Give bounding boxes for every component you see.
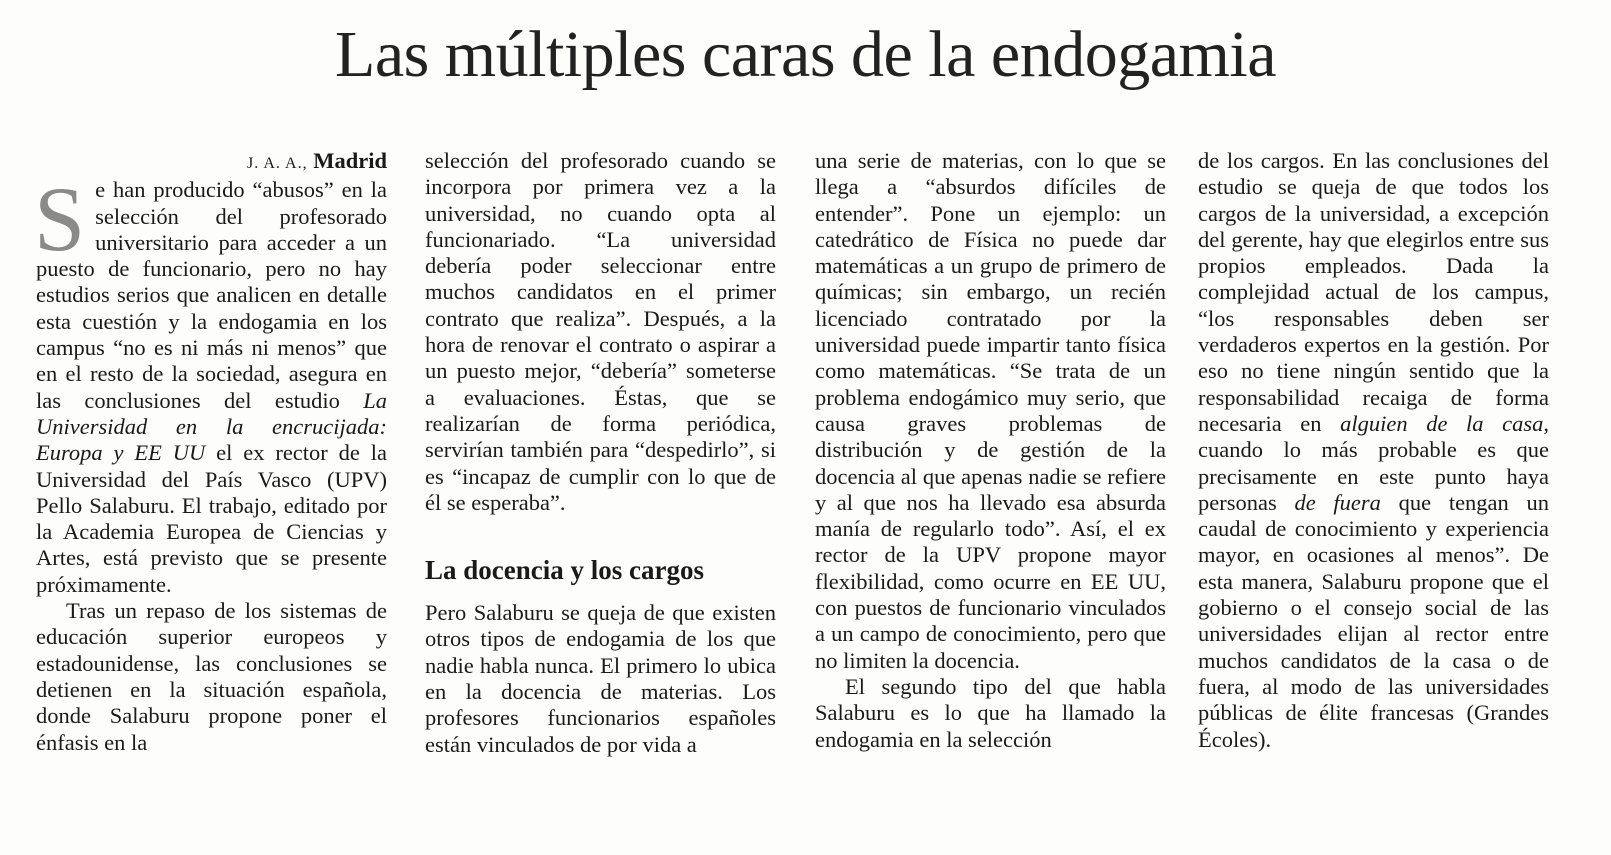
paragraph: El segundo tipo del que habla Salaburu es lo que ha llamado la endogamia en la selección: [815, 673, 1166, 752]
paragraph-text: de los cargos. En las conclusiones del estudio se queja de que todos los cargos de la universidad, a excepción del gerente, hay que elegirlos entre sus propios empleados. Dada la complejidad actual de los campus, “los responsables deben ser verdaderos expertos en la gestión. Por eso no tiene ningún sentido que la responsabilidad recaiga de forma necesaria en: [1198, 148, 1549, 436]
subheading: La docencia y los cargos: [425, 555, 704, 586]
paragraph: [34, 168, 387, 598]
paragraph: [1198, 148, 1549, 753]
headline: Las múltiples caras de la endogamia: [335, 18, 1276, 91]
paragraph-text: cuando lo más probable es que precisamente en este punto haya personas: [1198, 437, 1549, 515]
drop-cap: S: [34, 168, 86, 271]
byline-city: Madrid: [313, 148, 387, 173]
paragraph-text: el ex rector de la Universidad del País Vasco (UPV) Pello Salaburu. El trabajo, editado por la Academia Europea de Ciencias y Artes, está previsto que se presente próximamente.: [36, 440, 387, 597]
paragraph-text: e han producido “abusos” en la selección del profesorado universitario para acceder a un puesto de funcionario, pero no hay estudios serios que analicen en detalle esta cuestión y la endogamia en los campus “no es ni más ni menos” que en el resto de la sociedad, asegura en las conclusiones del estudio: [36, 177, 387, 413]
italic-phrase: alguien de la casa,: [1340, 410, 1549, 436]
column-1: [36, 148, 387, 756]
column-3: [815, 148, 1166, 753]
paragraph: una serie de materias, con lo que se llega a “absurdos difíciles de entender”. Pone un ejemplo: un catedrático de Física no puede dar matemáticas a un grupo de primero de químicas; sin embargo, un recién licenciado contratado por la universidad puede impartir tanto física como matemáticas. “Se trata de un problema endogámico muy serio, que causa graves problemas de distribución y de gestión de la docencia al que apenas nadie se refiere y al que nos ha llevado esa absurda manía de regularlo todo”. Así, el ex rector de la UPV propone mayor flexibilidad, como ocurre en EE UU, con puestos de funcionario vinculados a un campo de conocimiento, pero que no limiten la docencia.: [815, 148, 1166, 673]
column-2: [425, 148, 776, 758]
book-title: La Universidad en la encrucijada: Europa y EE UU: [36, 387, 387, 466]
paragraph-text: que tengan un caudal de conocimiento y experiencia mayor, en ocasiones al menos”. De esta manera, Salaburu propone que el gobierno o el consejo social de las universidades elijan al rector entre muchos candidatos de la casa o de fuera, al modo de las universidades públicas de élite francesas (Grandes Écoles).: [1198, 489, 1550, 752]
paragraph: Tras un repaso de los sistemas de educación superior europeos y estadounidense, las conclusiones se detienen en la situación española, donde Salaburu propone poner el énfasis en la: [36, 598, 387, 755]
byline: [36, 148, 387, 177]
column-4: [1198, 148, 1549, 753]
byline-initials: J. A. A.,: [247, 155, 308, 172]
paragraph: selección del profesorado cuando se incorpora por primera vez a la universidad, no cuando opta al funcionariado. “La universidad debería poder seleccionar entre muchos candidatos en el primer contrato que realiza”. Después, a la hora de renovar el contrato o aspirar a un puesto mejor, “debería” someterse a evaluaciones. Éstas, que se realizarían de forma periódica, servirían también para “despedirlo”, si es “incapaz de cumplir con lo que de él se esperaba”.: [425, 148, 776, 515]
paragraph: Pero Salaburu se queja de que existen otros tipos de endogamia de los que nadie habla nunca. El primero lo ubica en la docencia de materias. Los profesores funcionarios españoles están vinculados de por vida a: [425, 600, 776, 757]
italic-phrase: de fuera: [1294, 489, 1381, 515]
